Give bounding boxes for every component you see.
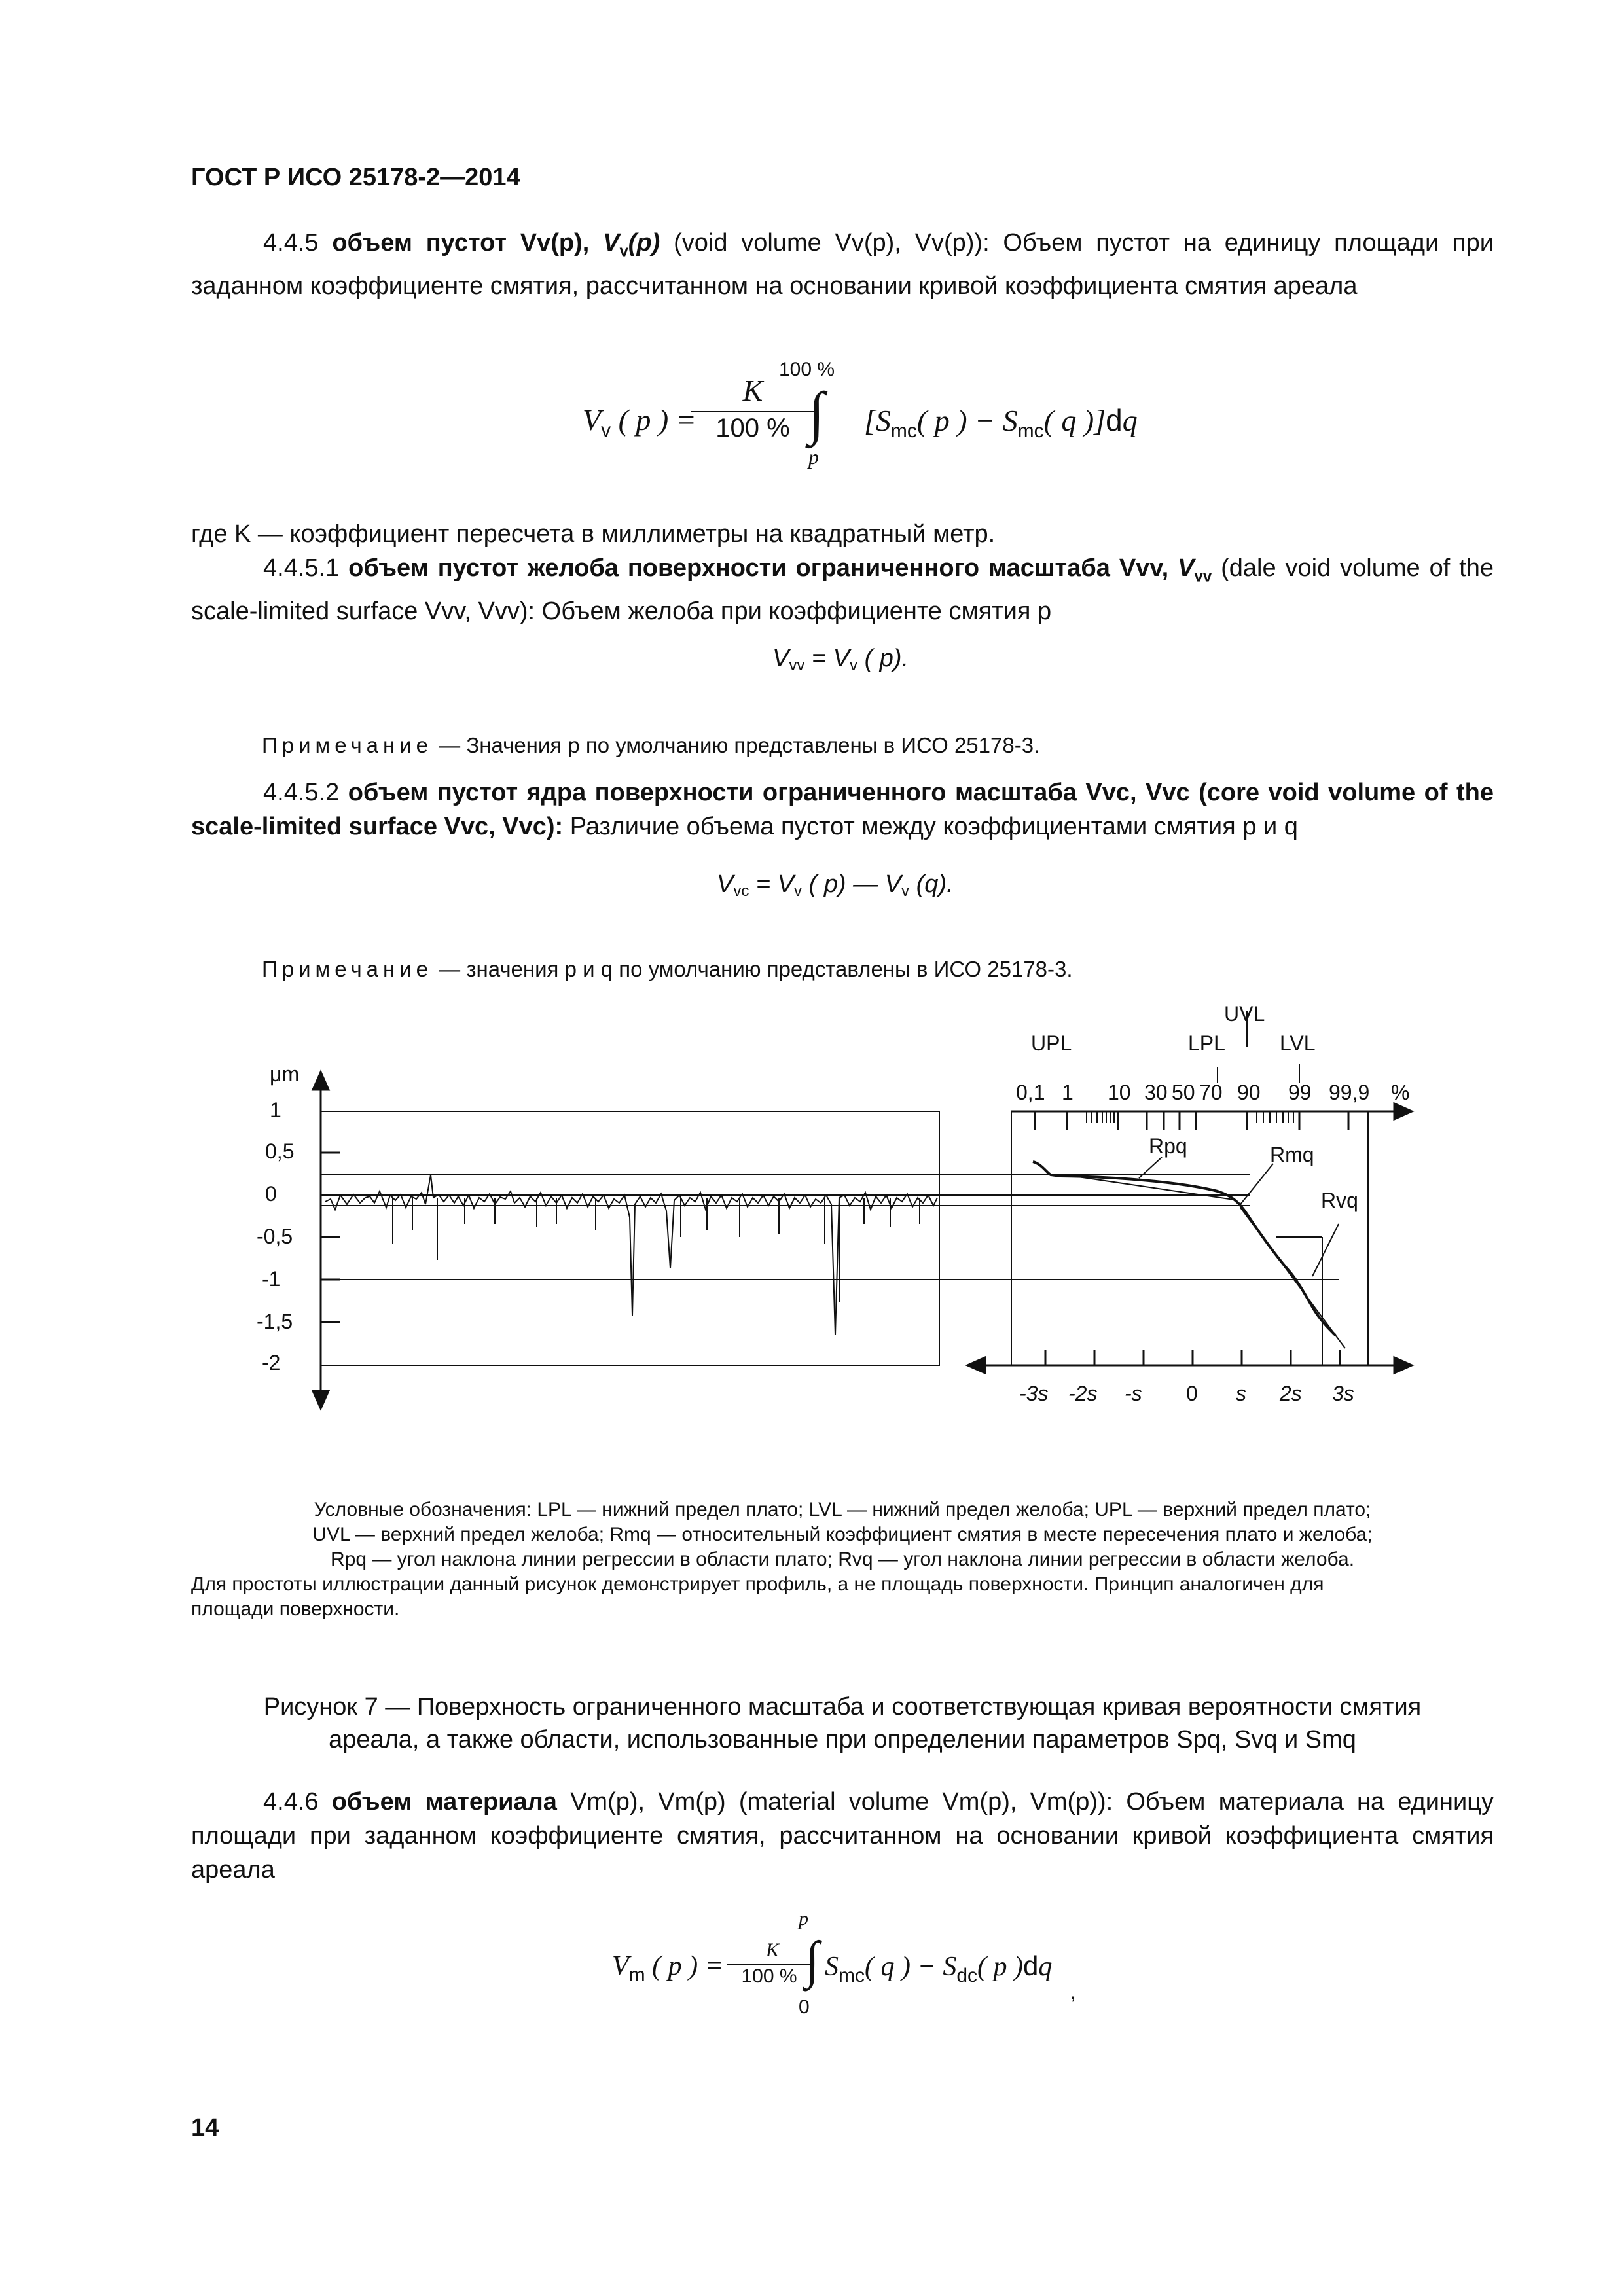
y-unit-label: μm: [270, 1062, 300, 1086]
page-number: 14: [191, 2114, 219, 2142]
note-2: Примечание — значения p и q по умолчанию представлены в ИСО 25178-3.: [262, 957, 1073, 981]
pct-tick: 90: [1237, 1081, 1261, 1104]
uvl-label: UVL: [1224, 1002, 1265, 1026]
pct-tick: 50: [1172, 1081, 1195, 1104]
rvq-label: Rvq: [1321, 1189, 1358, 1212]
section-term: объем пустот желоба поверхности ограниченного масштаба Vvv, $V_{vv}$: [348, 554, 1212, 586]
note-1: Примечание — Значения p по умолчанию представлены в ИСО 25178-3.: [262, 733, 1040, 757]
y-tick: 0,5: [265, 1139, 295, 1163]
y-tick: -1,5: [257, 1310, 293, 1333]
document-header: ГОСТ Р ИСО 25178-2—2014: [191, 164, 520, 191]
section-4-4-5-2: 4.4.5.2 объем пустот ядра поверхности ограниченного масштаба Vvc, Vvc (core void volume of the scale-limited surface Vvc, Vvc): Различие объема пустот между коэффициентами смятия p и q: [191, 779, 1494, 840]
s-tick: 2s: [1280, 1382, 1302, 1405]
y-tick: 1: [270, 1098, 281, 1122]
s-tick: 3s: [1332, 1382, 1354, 1405]
section-term: объем материала: [331, 1788, 557, 1816]
section-4-4-6: 4.4.6 объем материала Vm(p), Vm(p) (material volume Vm(p), Vm(p)): Объем материала на единицу площади при заданном коэффициенте смятия, рассчитанном на основании кривой коэффициента смятия ареала: [191, 1788, 1494, 1884]
where-clause: где K — коэффициент пересчета в миллиметры на квадратный метр.: [191, 520, 996, 548]
s-tick: 0: [1186, 1382, 1198, 1405]
figure-note: Для простоты иллюстрации данный рисунок демонстрирует профиль, а не площадь поверхности. Принцип аналогичен для площади поверхности.: [191, 1573, 1324, 1620]
formula-material-volume: $V_m$ ( p ) = K 100 % p ∫ 0 $S_{mc}$( q ) − $S_{dc}$( p )dq ,: [612, 1908, 1076, 2018]
section-text: (void volume Vv(p), Vv(p)): Объем пустот на единицу площади при заданном коэффициенте смятия, рассчитанном на основании кривой коэффициента смятия ареала: [191, 229, 1494, 300]
pct-tick: 99: [1288, 1081, 1312, 1104]
profile-trace: [325, 1175, 937, 1335]
y-tick: 0: [265, 1182, 277, 1206]
rpq-label: Rpq: [1149, 1134, 1187, 1158]
pct-tick: 1: [1062, 1081, 1074, 1104]
figure-legend: Условные обозначения: LPL — нижний предел плато; LVL — нижний предел желоба; UPL — верхний предел плато; UVL — верхний предел желоба; Rmq — относительный коэффициент смятия в месте пересечения плато и желоба; Rpq — угол наклона линии регрессии в области плато; Rvq — угол наклона линии регрессии в области желоба.: [312, 1499, 1373, 1570]
s-tick: -3s: [1019, 1382, 1049, 1405]
upl-label: UPL: [1031, 1031, 1072, 1055]
y-tick: -0,5: [257, 1225, 293, 1248]
pct-unit: %: [1391, 1081, 1410, 1104]
lpl-label: LPL: [1188, 1031, 1225, 1055]
s-tick: s: [1236, 1382, 1246, 1405]
pct-tick: 99,9: [1329, 1081, 1370, 1104]
y-tick: -2: [262, 1351, 281, 1374]
pct-tick: 10: [1108, 1081, 1131, 1104]
lvl-label: LVL: [1280, 1031, 1316, 1055]
pct-tick: 30: [1144, 1081, 1168, 1104]
rmq-label: Rmq: [1270, 1143, 1314, 1166]
bearing-curve: [1033, 1162, 1335, 1335]
equation-vvv: $V_{vv} = V_v$ ( p).: [772, 645, 909, 674]
section-4-4-5-1: 4.4.5.1 объем пустот желоба поверхности ограниченного масштаба Vvv, $V_{vv}$ (dale void volume of the scale-limited surface Vvv, Vvv): Объем желоба при коэффициенте смятия p: [191, 554, 1494, 625]
s-tick: -2s: [1068, 1382, 1098, 1405]
s-tick: -s: [1125, 1382, 1142, 1405]
figure-title: Рисунок 7 — Поверхность ограниченного масштаба и соответствующая кривая вероятности смятия ареала, а также области, использованные при определении параметров Spq, Svq и Smq: [263, 1693, 1422, 1753]
y-tick: -1: [262, 1267, 281, 1291]
pct-tick: 0,1: [1016, 1081, 1045, 1104]
curve-frame: [1011, 1111, 1368, 1365]
equation-vvc: $V_{vc} = V_v$ ( p) — $V_v$ (q).: [717, 870, 954, 900]
section-number: 4.4.5: [263, 229, 319, 257]
section-term: объем пустот Vv(p), $V_v(p)$: [332, 229, 660, 260]
section-term: объем пустот ядра поверхности ограниченного масштаба Vvc, Vvc (core void volume of the scale-limited surface Vvc, Vvc):: [191, 779, 1494, 840]
pct-tick: 70: [1199, 1081, 1223, 1104]
formula-void-volume: $V_v$ ( p ) = K 100 % 100 % ∫ p [$S_{mc}$( p ) − $S_{mc}$( q )]dq: [583, 359, 1138, 469]
